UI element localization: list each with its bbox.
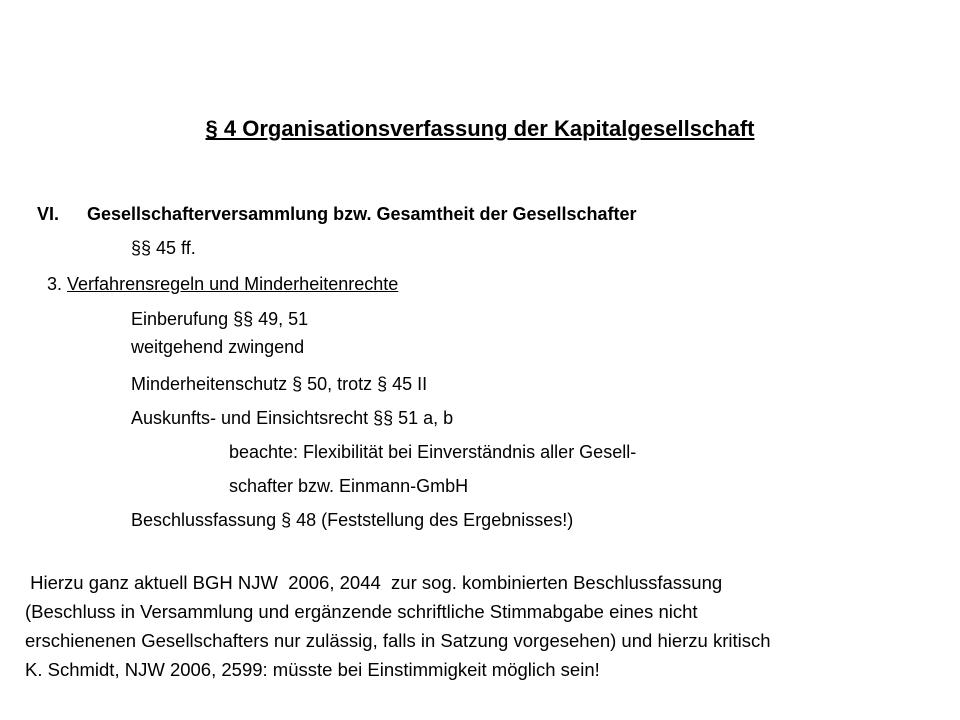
paragraph-line-3: erschienenen Gesellschafters nur zulässig, falls in Satzung vorgesehen) und hierzu kritisch [25,630,771,651]
item-zwingend: weitgehend zwingend [131,337,305,357]
item-beachte-line1: beachte: Flexibilität bei Einverständnis aller Gesell- [229,442,637,462]
item-einberufung: Einberufung §§ 49, 51 [131,309,309,329]
paragraph-line-1: Hierzu ganz aktuell BGH NJW 2006, 2044 zur sog. kombinierten Beschlussfassung [25,572,723,593]
item-auskunft: Auskunfts- und Einsichtsrecht §§ 51 a, b [131,408,454,428]
item-beschluss: Beschlussfassung § 48 (Feststellung des Ergebnisses!) [131,510,574,530]
paragraph-line-2: (Beschluss in Versammlung und ergänzende schriftliche Stimmabgabe eines nicht [25,601,698,622]
commentary-paragraph [25,568,955,684]
section-ref: §§ 45 ff. [131,238,196,258]
subsection-number: 3. [47,274,63,294]
slide-title: § 4 Organisationsverfassung der Kapitalgesellschaft [205,116,755,141]
subsection-title: Verfahrensregeln und Minderheitenrechte [67,274,399,294]
paragraph-line-4: K. Schmidt, NJW 2006, 2599: müsste bei Einstimmigkeit möglich sein! [25,659,600,680]
subsection-heading [47,274,398,295]
section-heading: Gesellschafterversammlung bzw. Gesamtheit der Gesellschafter [87,204,637,224]
item-beachte-line2: schafter bzw. Einmann-GmbH [229,476,469,496]
item-minderheitenschutz: Minderheitenschutz § 50, trotz § 45 II [131,374,428,394]
section-number: VI. [37,204,60,224]
